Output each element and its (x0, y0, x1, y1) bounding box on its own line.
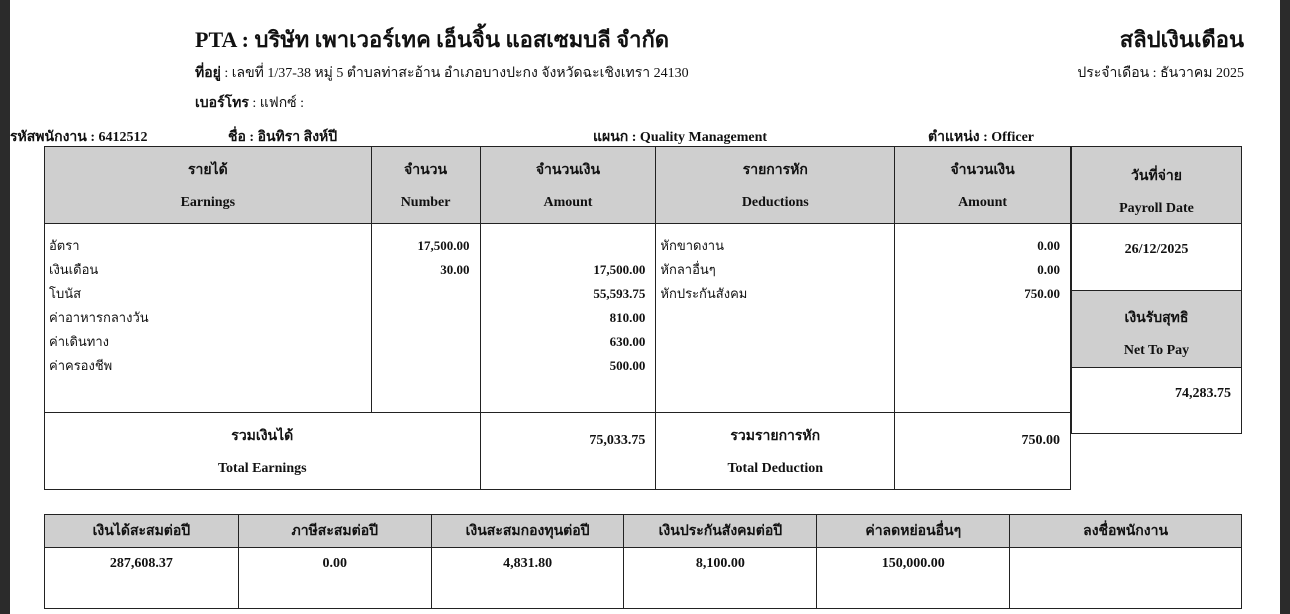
summary-header-row (45, 515, 1242, 548)
list-item: 55,593.75 (593, 286, 646, 301)
total-earnings-label: รวมเงินได้ Total Earnings (45, 413, 481, 490)
list-item: หักขาดงาน (660, 238, 724, 253)
employee-position: ตำแหน่ง : Officer (928, 130, 1035, 145)
list-item: 500.00 (609, 358, 646, 373)
net-pay-value: 74,283.75 (1071, 367, 1242, 434)
list-item: 630.00 (609, 334, 646, 349)
company-address (195, 62, 689, 84)
list-item (481, 234, 656, 258)
list-item: ค่าครองชีพ (49, 358, 113, 373)
earnings-amounts (480, 224, 656, 413)
total-deduction-label: รวมรายการหัก Total Deduction (656, 413, 895, 490)
tel-text: : แฟกซ์ : (248, 96, 305, 111)
list-item: 30.00 (440, 262, 470, 277)
total-earnings-value: 75,033.75 (480, 413, 656, 490)
col-deduction-amount: จำนวนเงิน Amount (895, 147, 1071, 224)
summary-value-cell: 4,831.80 (431, 548, 624, 609)
list-item: ค่าเดินทาง (49, 334, 109, 349)
earnings-numbers (371, 224, 480, 413)
list-item: 17,500.00 (593, 262, 646, 277)
col-deductions: รายการหัก Deductions (656, 147, 895, 224)
list-item: หักลาอื่นๆ (660, 262, 716, 277)
pay-period: ประจำเดือน : ธันวาคม 2025 (1077, 66, 1244, 81)
employee-department: แผนก : Quality Management (593, 130, 768, 145)
col-number: จำนวน Number (371, 147, 480, 224)
list-item: 17,500.00 (417, 238, 470, 253)
list-item: 0.00 (1037, 262, 1060, 277)
company-name: PTA : บริษัท เพาเวอร์เทค เอ็นจิ้น แอสเซมบลี จำกัด (195, 27, 670, 52)
employee-name: ชื่อ : อินทิรา สิงห์ปี (228, 130, 338, 145)
list-item: 750.00 (1024, 286, 1060, 301)
list-item: ค่าอาหารกลางวัน (49, 310, 149, 325)
list-item (372, 306, 480, 330)
address-label: ที่อยู่ (195, 66, 221, 81)
tel-label: เบอร์โทร (195, 96, 249, 111)
summary-header-cell: เงินประกันสังคมต่อปี (624, 515, 817, 548)
summary-header-cell: เงินได้สะสมต่อปี (45, 515, 239, 548)
list-item: หักประกันสังคม (660, 286, 748, 301)
col-amount: จำนวนเงิน Amount (480, 147, 656, 224)
list-item: อัตรา (49, 238, 80, 253)
list-item: 810.00 (609, 310, 646, 325)
summary-value-cell: 150,000.00 (817, 548, 1010, 609)
summary-value-cell: 287,608.37 (45, 548, 239, 609)
net-pay-header: เงินรับสุทธิ Net To Pay (1071, 290, 1242, 368)
summary-header-cell: ภาษีสะสมต่อปี (238, 515, 431, 548)
payroll-date-value: 26/12/2025 (1071, 223, 1242, 291)
deduction-amounts (895, 224, 1071, 413)
summary-header-cell: ค่าลดหย่อนอื่นๆ (817, 515, 1010, 548)
summary-value-row (45, 548, 1242, 609)
deduction-labels (656, 224, 895, 413)
total-deduction-value: 750.00 (895, 413, 1071, 490)
list-item: เงินเดือน (49, 262, 99, 277)
list-item (372, 354, 480, 378)
list-item (372, 330, 480, 354)
summary-header-cell: เงินสะสมกองทุนต่อปี (431, 515, 624, 548)
list-item (372, 282, 480, 306)
document-title: สลิปเงินเดือน (1119, 27, 1244, 52)
earnings-deductions-table (44, 146, 1071, 490)
payroll-date-header: วันที่จ่าย Payroll Date (1071, 146, 1242, 224)
earnings-labels (45, 224, 372, 413)
table-header-row (45, 147, 1071, 224)
payslip-page (10, 0, 1280, 614)
list-item: 0.00 (1037, 238, 1060, 253)
address-text: : เลขที่ 1/37-38 หมู่ 5 ตำบลท่าสะอ้าน อำเภอบางปะกง จังหวัดฉะเชิงเทรา 24130 (220, 66, 689, 81)
table-body-row (45, 224, 1071, 413)
list-item: โบนัส (49, 286, 82, 301)
company-tel (195, 92, 304, 114)
col-earnings: รายได้ Earnings (45, 147, 372, 224)
employee-signature-field (1010, 548, 1242, 609)
totals-row (45, 413, 1071, 490)
annual-summary-table (44, 514, 1242, 609)
summary-header-cell: ลงชื่อพนักงาน (1010, 515, 1242, 548)
summary-value-cell: 0.00 (238, 548, 431, 609)
summary-value-cell: 8,100.00 (624, 548, 817, 609)
employee-id: รหัสพนักงาน : 6412512 (10, 130, 148, 145)
